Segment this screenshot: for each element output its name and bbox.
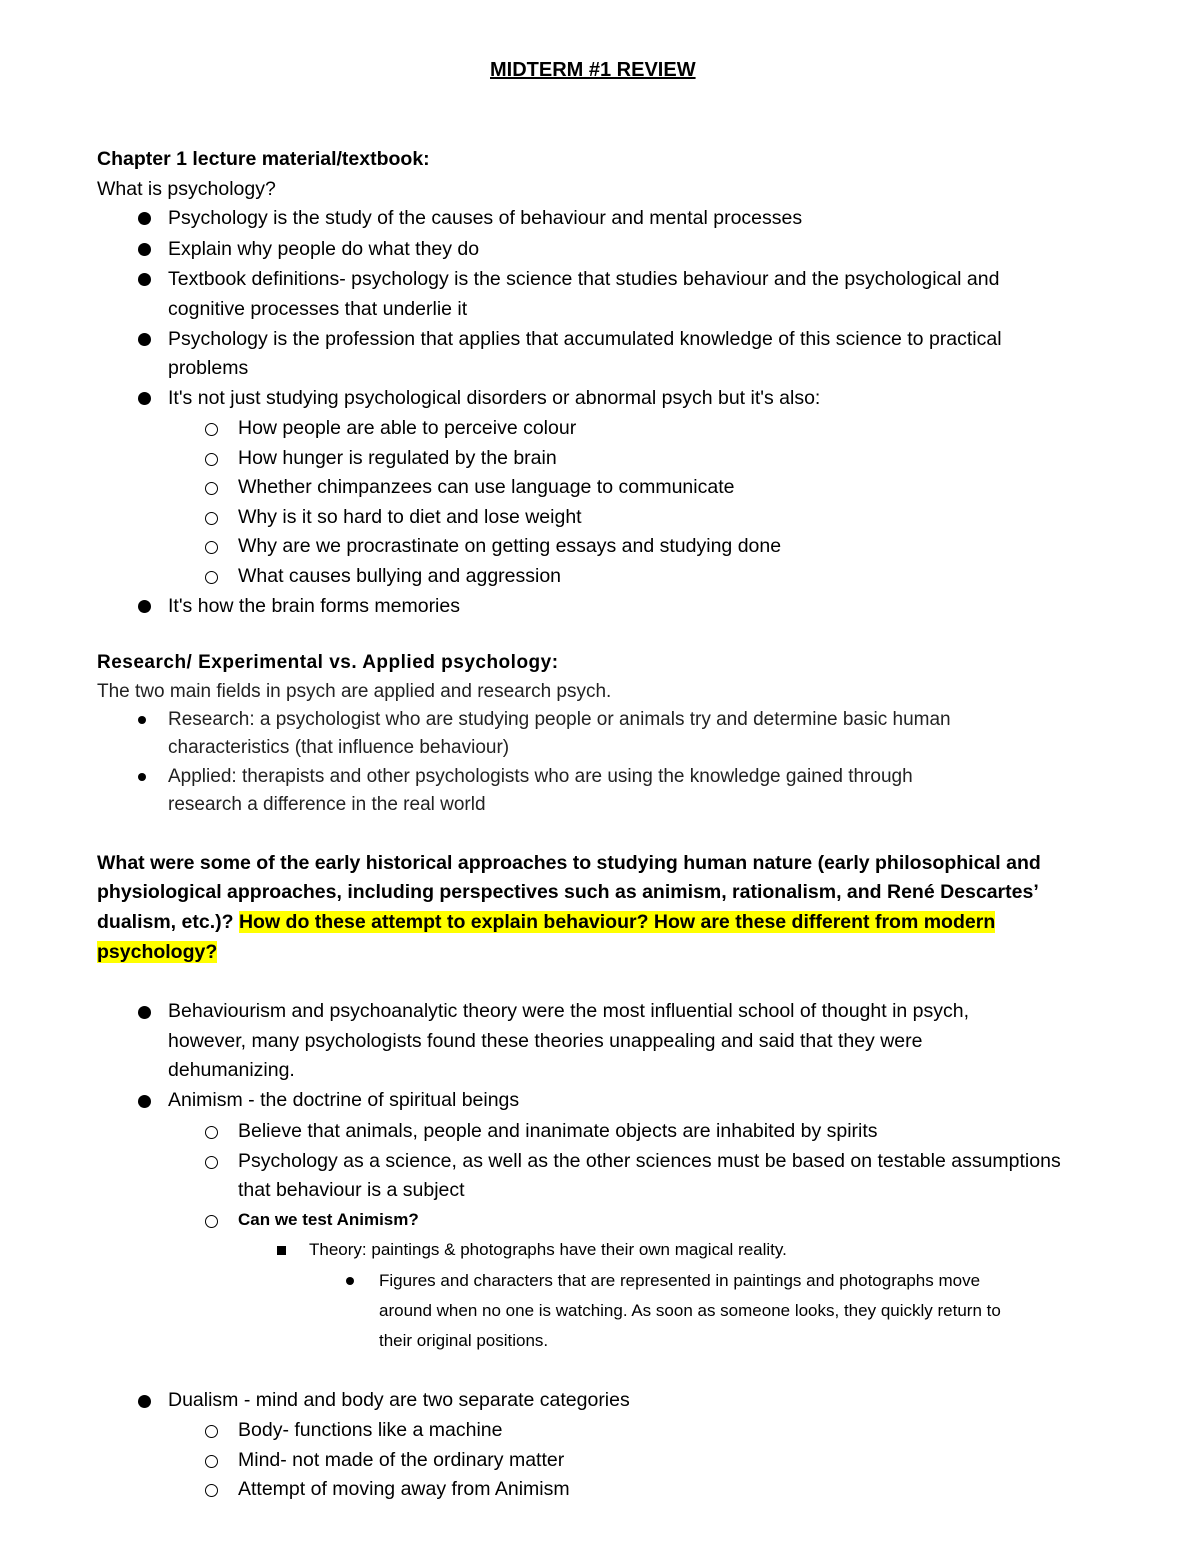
- bullet-disc: [138, 212, 151, 225]
- bullet-disc: [138, 333, 151, 346]
- section-question: What is psychology?: [97, 178, 276, 200]
- list-item-continuation: cognitive processes that underlie it: [168, 298, 468, 320]
- question-text: dualism, etc.)?: [97, 911, 239, 933]
- highlighted-text: psychology?: [97, 941, 218, 963]
- sub-list-item: Attempt of moving away from Animism: [238, 1478, 570, 1500]
- list-item: Explain why people do what they do: [168, 238, 480, 260]
- highlighted-text: How do these attempt to explain behaviour? How are these different from modern: [238, 911, 996, 933]
- bullet-disc: [138, 1395, 151, 1408]
- question-line: [97, 940, 217, 964]
- bullet-circle: [205, 1484, 218, 1497]
- list-item: Dualism - mind and body are two separate categories: [168, 1389, 630, 1411]
- sub-list-item: Mind- not made of the ordinary matter: [238, 1449, 565, 1471]
- bullet-disc: [138, 600, 151, 613]
- list-item-continuation: dehumanizing.: [168, 1059, 295, 1081]
- bullet-small: [346, 1277, 354, 1285]
- bullet-circle: [205, 1156, 218, 1169]
- list-item: It's how the brain forms memories: [168, 595, 460, 617]
- detail-item: Figures and characters that are represented in paintings and photographs move: [379, 1271, 981, 1290]
- sub-list-item-continuation: that behaviour is a subject: [238, 1179, 465, 1201]
- list-item: Applied: therapists and other psychologists who are using the knowledge gained through: [168, 766, 913, 787]
- bullet-circle: [205, 1425, 218, 1438]
- bullet-square: [277, 1246, 286, 1255]
- section-heading: Research/ Experimental vs. Applied psychology:: [97, 652, 559, 673]
- bullet-disc: [138, 1006, 151, 1019]
- theory-item: [309, 1238, 787, 1262]
- question-line: [97, 910, 995, 934]
- question-line: physiological approaches, including perspectives such as animism, rationalism, and René Descartes’: [97, 881, 1039, 903]
- bullet-circle: [205, 541, 218, 554]
- bullet-disc: [138, 273, 151, 286]
- list-item-continuation: however, many psychologists found these theories unappealing and said that they were: [168, 1030, 923, 1052]
- list-item-continuation: research a difference in the real world: [168, 794, 486, 815]
- sub-list-item: Can we test Animism?: [238, 1210, 419, 1229]
- list-item-continuation: characteristics (that influence behaviour): [168, 737, 510, 758]
- theory-label: Theory:: [309, 1240, 367, 1259]
- list-item-continuation: problems: [168, 357, 249, 379]
- list-item: Psychology is the profession that applies that accumulated knowledge of this science to practical: [168, 328, 1002, 350]
- bullet-circle: [205, 512, 218, 525]
- list-item: Research: a psychologist who are studying people or animals try and determine basic human: [168, 709, 951, 730]
- sub-list-item: Why is it so hard to diet and lose weight: [238, 506, 582, 528]
- sub-list-item: How hunger is regulated by the brain: [238, 447, 557, 469]
- theory-text: paintings & photographs have their own magical reality.: [366, 1240, 787, 1259]
- sub-list-item: What causes bullying and aggression: [238, 565, 562, 587]
- sub-list-item: Whether chimpanzees can use language to communicate: [238, 476, 735, 498]
- list-item: Animism - the doctrine of spiritual beings: [168, 1089, 520, 1111]
- bullet-disc: [138, 1095, 151, 1108]
- bullet-disc: [138, 392, 151, 405]
- bullet-small: [138, 716, 146, 724]
- sub-list-item: Believe that animals, people and inanimate objects are inhabited by spirits: [238, 1120, 878, 1142]
- list-item: It's not just studying psychological disorders or abnormal psych but it's also:: [168, 387, 821, 409]
- list-item: Textbook definitions- psychology is the science that studies behaviour and the psychological and: [168, 268, 1000, 290]
- detail-item-continuation: their original positions.: [379, 1331, 549, 1350]
- document-title: MIDTERM #1 REVIEW: [490, 59, 696, 81]
- list-item: Psychology is the study of the causes of behaviour and mental processes: [168, 207, 803, 229]
- sub-list-item: Psychology as a science, as well as the other sciences must be based on testable assumptions: [238, 1150, 1061, 1172]
- bullet-circle: [205, 571, 218, 584]
- bullet-circle: [205, 423, 218, 436]
- sub-list-item: Body- functions like a machine: [238, 1419, 503, 1441]
- bullet-disc: [138, 243, 151, 256]
- sub-list-item: Why are we procrastinate on getting essays and studying done: [238, 535, 782, 557]
- sub-list-item: How people are able to perceive colour: [238, 417, 577, 439]
- section-intro: The two main fields in psych are applied and research psych.: [97, 681, 612, 702]
- bullet-circle: [205, 482, 218, 495]
- bullet-small: [138, 773, 146, 781]
- detail-item-continuation: around when no one is watching. As soon as someone looks, they quickly return to: [379, 1301, 1001, 1320]
- bullet-circle: [205, 1126, 218, 1139]
- bullet-circle: [205, 1455, 218, 1468]
- bullet-circle: [205, 453, 218, 466]
- bullet-circle: [205, 1215, 218, 1228]
- question-line: What were some of the early historical approaches to studying human nature (early philosophical and: [97, 852, 1041, 874]
- section-heading: Chapter 1 lecture material/textbook:: [97, 148, 430, 170]
- list-item: Behaviourism and psychoanalytic theory were the most influential school of thought in psych,: [168, 1000, 970, 1022]
